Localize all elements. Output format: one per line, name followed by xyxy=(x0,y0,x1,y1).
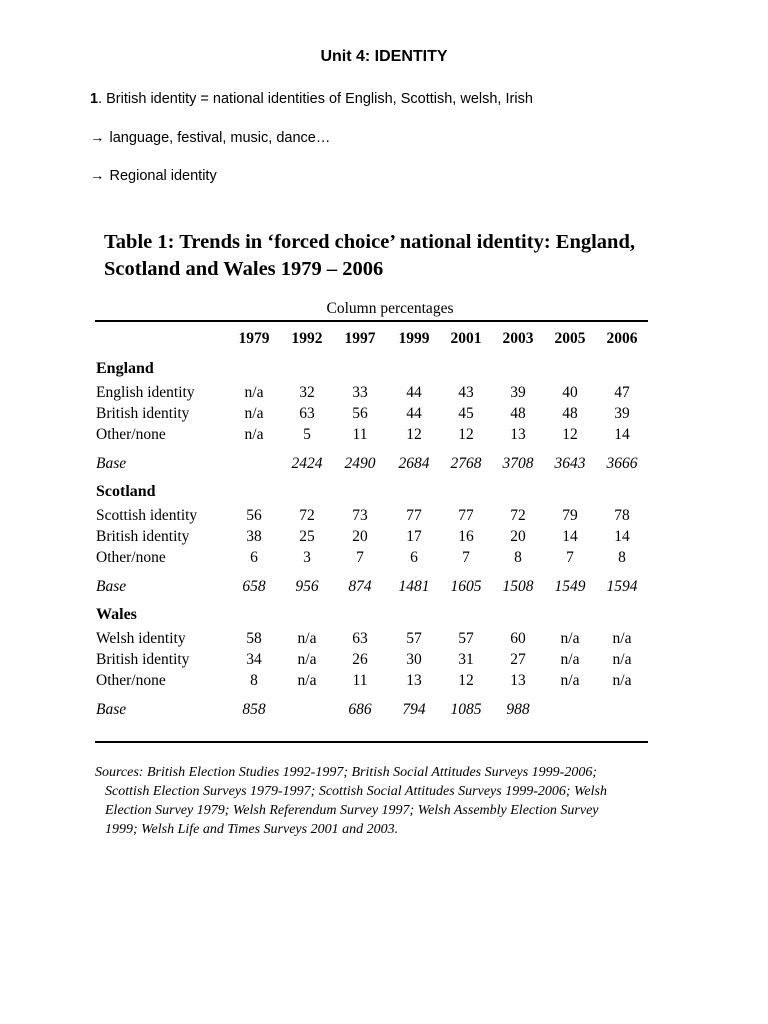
base-label: Base xyxy=(96,701,127,718)
table-cell: 44 xyxy=(406,384,422,401)
table-cell: 39 xyxy=(510,384,526,401)
table-cell: 31 xyxy=(458,651,474,668)
base-cell: 2684 xyxy=(398,455,430,472)
table-bottom-rule xyxy=(95,741,648,743)
base-cell: 1481 xyxy=(398,578,430,595)
row-label: British identity xyxy=(96,651,190,668)
table-cell: n/a xyxy=(560,672,580,689)
table-cell: 11 xyxy=(352,426,368,443)
table-cell: 72 xyxy=(510,507,526,524)
table-cell: 48 xyxy=(562,405,578,422)
table-cell: n/a xyxy=(612,672,632,689)
table-row xyxy=(96,672,648,693)
table-cell: 14 xyxy=(562,528,578,545)
year-header: 2006 xyxy=(606,330,638,347)
table-row xyxy=(96,528,648,549)
base-row xyxy=(96,455,648,477)
table-cell: 16 xyxy=(458,528,474,545)
column-caption: Column percentages xyxy=(326,300,454,317)
table-cell: 20 xyxy=(352,528,368,545)
bullet-number: 1 xyxy=(90,91,99,107)
table-cell: 43 xyxy=(458,384,474,401)
table-cell: 63 xyxy=(299,405,315,422)
bullet-regional xyxy=(90,168,217,184)
table-cell: 26 xyxy=(352,651,368,668)
table-cell: 45 xyxy=(458,405,474,422)
base-cell: 3643 xyxy=(554,455,586,472)
table-title-line: Scotland and Wales 1979 – 2006 xyxy=(104,258,384,280)
base-cell: 1594 xyxy=(606,578,638,595)
year-header: 2003 xyxy=(502,330,534,347)
arrow-right-icon: → xyxy=(90,168,105,184)
table-cell: 13 xyxy=(406,672,422,689)
base-cell: 2768 xyxy=(450,455,482,472)
section-name: Scotland xyxy=(96,483,156,500)
table-cell: 13 xyxy=(510,426,526,443)
table-cell: 58 xyxy=(246,630,262,647)
base-cell: 3708 xyxy=(502,455,534,472)
base-row xyxy=(96,701,648,723)
table-cell: 39 xyxy=(614,405,630,422)
table-cell: 73 xyxy=(352,507,368,524)
row-label: English identity xyxy=(96,384,195,401)
base-cell: 1605 xyxy=(450,578,482,595)
row-label: Scottish identity xyxy=(96,507,198,524)
year-header: 1979 xyxy=(238,330,270,347)
table-cell: 63 xyxy=(352,630,368,647)
table-cell: 56 xyxy=(246,507,262,524)
table-row xyxy=(96,651,648,672)
section-header-row xyxy=(96,606,648,630)
table-cell: 13 xyxy=(510,672,526,689)
base-cell: 858 xyxy=(242,701,266,718)
table-cell: 20 xyxy=(510,528,526,545)
table-cell: 6 xyxy=(410,549,418,566)
year-header: 2005 xyxy=(554,330,586,347)
table-cell: 27 xyxy=(510,651,526,668)
bullet-culture xyxy=(90,130,330,146)
bullet-british-identity xyxy=(90,91,533,107)
table-cell: 79 xyxy=(562,507,578,524)
table-cell: 6 xyxy=(250,549,258,566)
table-cell: 56 xyxy=(352,405,368,422)
table-cell: 7 xyxy=(462,549,470,566)
table-cell: 48 xyxy=(510,405,526,422)
table-cell: 7 xyxy=(356,549,364,566)
table-cell: n/a xyxy=(560,651,580,668)
table-cell: 38 xyxy=(246,528,262,545)
table-cell: 47 xyxy=(614,384,630,401)
table-header-row xyxy=(96,330,648,352)
table-cell: 57 xyxy=(406,630,422,647)
base-cell: 956 xyxy=(295,578,319,595)
table-cell: 12 xyxy=(406,426,422,443)
table-cell: 40 xyxy=(562,384,578,401)
base-cell: 658 xyxy=(242,578,266,595)
section-header-row xyxy=(96,360,648,384)
table-cell: n/a xyxy=(244,426,264,443)
base-cell: 2424 xyxy=(291,455,323,472)
table-row xyxy=(96,426,648,447)
row-label: British identity xyxy=(96,405,190,422)
year-header: 1997 xyxy=(344,330,376,347)
table-cell: 12 xyxy=(458,426,474,443)
base-label: Base xyxy=(96,455,127,472)
table-cell: 17 xyxy=(406,528,422,545)
table-cell: 3 xyxy=(303,549,311,566)
base-row xyxy=(96,578,648,600)
table-cell: 5 xyxy=(303,426,311,443)
table-cell: 33 xyxy=(352,384,368,401)
page-title: Unit 4: IDENTITY xyxy=(320,48,448,65)
base-cell: 874 xyxy=(348,578,372,595)
table-cell: 8 xyxy=(250,672,258,689)
table-cell: 77 xyxy=(406,507,422,524)
year-header: 1992 xyxy=(291,330,323,347)
base-label: Base xyxy=(96,578,127,595)
table-cell: n/a xyxy=(560,630,580,647)
year-header: 2001 xyxy=(450,330,482,347)
table-cell: 32 xyxy=(299,384,315,401)
section-name: Wales xyxy=(96,606,137,623)
table-cell: 34 xyxy=(246,651,262,668)
table-cell: 11 xyxy=(352,672,368,689)
base-cell: 3666 xyxy=(606,455,638,472)
base-cell: 1549 xyxy=(554,578,586,595)
bullet-text: Regional identity xyxy=(109,168,217,184)
table-row xyxy=(96,384,648,405)
table-cell: 8 xyxy=(618,549,626,566)
table-title xyxy=(104,229,664,283)
section-name: England xyxy=(96,360,154,377)
table-cell: n/a xyxy=(297,630,317,647)
table-cell: 72 xyxy=(299,507,315,524)
identity-table xyxy=(96,330,648,723)
table-cell: n/a xyxy=(297,651,317,668)
table-cell: 25 xyxy=(299,528,315,545)
table-row xyxy=(96,549,648,570)
row-label: Other/none xyxy=(96,426,166,443)
table-cell: n/a xyxy=(244,384,264,401)
base-cell: 794 xyxy=(402,701,426,718)
table-row xyxy=(96,507,648,528)
row-label: Other/none xyxy=(96,672,166,689)
base-cell: 1508 xyxy=(502,578,534,595)
bullet-text: language, festival, music, dance… xyxy=(109,130,331,146)
base-cell: 1085 xyxy=(450,701,482,718)
table-cell: n/a xyxy=(297,672,317,689)
sources-line: Sources: British Election Studies 1992-1997; British Social Attitudes Surveys 1999-2006; xyxy=(95,765,597,780)
table-cell: 60 xyxy=(510,630,526,647)
base-cell: 686 xyxy=(348,701,372,718)
base-cell: 988 xyxy=(506,701,530,718)
table-cell: n/a xyxy=(244,405,264,422)
table-row xyxy=(96,405,648,426)
sources-line: Election Survey 1979; Welsh Referendum Survey 1997; Welsh Assembly Election Survey xyxy=(105,803,599,818)
table-cell: 14 xyxy=(614,528,630,545)
table-title-line: Table 1: Trends in ‘forced choice’ national identity: England, xyxy=(104,231,635,253)
row-label: Other/none xyxy=(96,549,166,566)
table-row xyxy=(96,630,648,651)
row-label: Welsh identity xyxy=(96,630,186,647)
table-cell: 8 xyxy=(514,549,522,566)
sources-line: Scottish Election Surveys 1979-1997; Scottish Social Attitudes Surveys 1999-2006; Welsh xyxy=(105,784,607,799)
table-cell: 44 xyxy=(406,405,422,422)
row-label: British identity xyxy=(96,528,190,545)
section-header-row xyxy=(96,483,648,507)
table-cell: 30 xyxy=(406,651,422,668)
sources-line: 1999; Welsh Life and Times Surveys 2001 and 2003. xyxy=(105,822,399,837)
base-cell: 2490 xyxy=(344,455,376,472)
table-cell: n/a xyxy=(612,630,632,647)
arrow-right-icon: → xyxy=(90,130,105,146)
table-cell: 57 xyxy=(458,630,474,647)
table-top-rule xyxy=(95,320,648,322)
table-cell: 78 xyxy=(614,507,630,524)
table-cell: 7 xyxy=(566,549,574,566)
table-cell: 12 xyxy=(562,426,578,443)
year-header: 1999 xyxy=(398,330,430,347)
table-cell: 14 xyxy=(614,426,630,443)
table-cell: n/a xyxy=(612,651,632,668)
table-cell: 77 xyxy=(458,507,474,524)
bullet-text: . British identity = national identities of English, Scottish, welsh, Irish xyxy=(98,91,533,107)
table-cell: 12 xyxy=(458,672,474,689)
table-sources xyxy=(95,763,655,839)
